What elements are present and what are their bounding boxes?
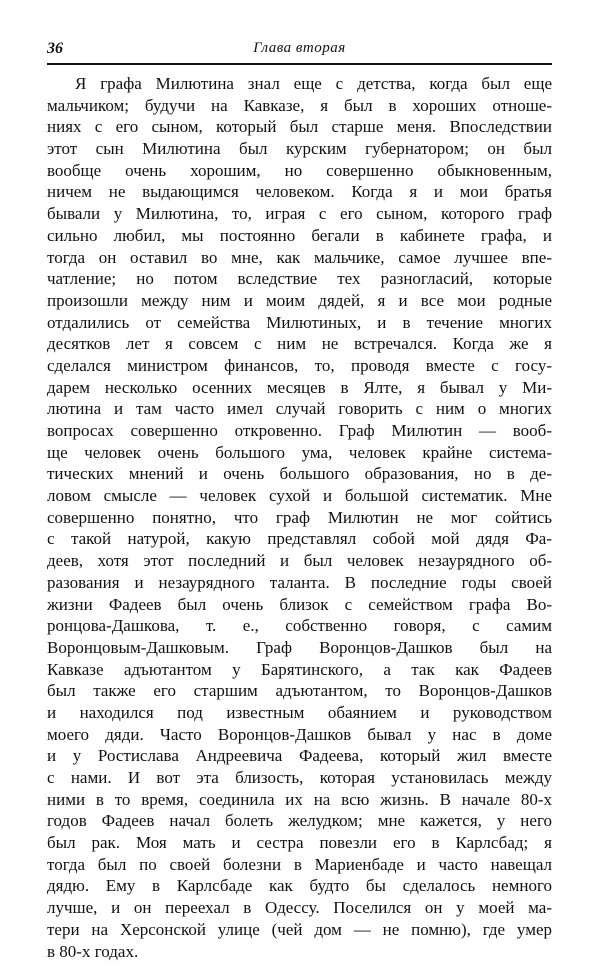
- text-line: вопросах совершенно откровенно. Граф Милютин — вооб-: [47, 421, 552, 440]
- text-line: сильно любил, мы постоянно бегали в кабинете графа, и: [47, 225, 552, 245]
- page-header: [47, 40, 552, 62]
- text-line: разования и незаурядного таланта. В последние годы своей: [47, 572, 552, 592]
- text-line: чатление; но потом вследствие тех разногласий, которые: [47, 269, 552, 289]
- text-line: сделался министром финансов, то, проводя вместе с госу-: [47, 355, 552, 375]
- text-line: в 80-х годах.: [47, 941, 139, 961]
- text-line: моего дяди. Часто Воронцов-Дашков бывал у нас в доме: [47, 724, 552, 744]
- text-line: Воронцовым-Дашковым. Граф Воронцов-Дашков был на: [47, 637, 552, 657]
- text-line: ловом смысле — человек сухой и большой систематик. Мне: [47, 486, 552, 506]
- text-line: ниях с его сыном, который был старше меня. Впоследствии: [47, 117, 552, 137]
- text-line: совершенно понятно, что граф Милютин не мог сойтись: [47, 507, 552, 527]
- text-line: ронцова-Дашкова, т. е., собственно говоря, с самим: [47, 616, 552, 636]
- text-line: с такой натурой, какую представлял собой мой дядя Фа-: [47, 529, 552, 549]
- running-title: Глава вторая: [253, 40, 346, 56]
- text-line: тогда он оставил во мне, как мальчике, самое лучшее впе-: [47, 247, 552, 267]
- text-line: деев, хотя этот последний и был человек незаурядного об-: [47, 551, 552, 571]
- text-line: ничем не выдающимся человеком. Когда я и мои братья: [47, 182, 552, 202]
- text-line: с нами. И вот эта близость, которая установилась между: [47, 768, 552, 787]
- text-line: и находился под известным обаянием и руководством: [47, 702, 552, 722]
- text-line: мальчиком; будучи на Кавказе, я был в хороших отноше-: [47, 95, 552, 115]
- text-line: вообще очень хорошим, но совершенно обыкновенным,: [47, 160, 552, 180]
- text-line: лучше, и он переехал в Одессу. Поселился он у моей ма-: [47, 898, 552, 918]
- text-line: лютина и там часто имел случай говорить с ним о многих: [47, 399, 552, 419]
- text-line: тогда был по своей болезни в Мариенбаде и часто навещал: [47, 854, 552, 874]
- text-line: дарем несколько осенних месяцев в Ялте, я бывал у Ми-: [47, 377, 552, 397]
- text-line: тических мнений и очень большого образования, но в де-: [47, 464, 552, 484]
- header-rule: [47, 63, 552, 65]
- text-line: и у Ростислава Андреевича Фадеева, который жил вместе: [47, 746, 552, 766]
- text-line: отдалились от семейства Милютиных, и в течение многих: [47, 312, 552, 332]
- text-line: Кавказе адъютантом у Барятинского, а так как Фадеев: [47, 659, 552, 679]
- text-line: ними в то время, соединила их на всю жизнь. В начале 80-х: [47, 789, 552, 809]
- text-line: Я графа Милютина знал еще с детства, когда был еще: [75, 74, 552, 93]
- text-line: ще человек очень большого ума, человек крайне система-: [47, 442, 552, 462]
- text-line: произошли между ним и моим дядей, я и все мои родные: [47, 290, 552, 310]
- body-text: [47, 73, 552, 962]
- text-line: дядю. Ему в Карлсбаде как будто бы сделалось немного: [47, 876, 552, 896]
- text-line: тери на Херсонской улице (чей дом — не помню), где умер: [47, 919, 552, 939]
- text-line: десятков лет я совсем с ним не встречался. Когда же я: [47, 334, 552, 354]
- text-line: жизни Фадеев был очень близок с семейством графа Во-: [47, 594, 552, 614]
- text-line: был также его старшим адъютантом, то Воронцов-Дашков: [47, 681, 552, 701]
- text-line: бывали у Милютина, то, играя с его сыном, которого граф: [47, 204, 552, 224]
- text-line: был рак. Моя мать и сестра повезли его в Карлсбад; я: [47, 833, 552, 853]
- text-line: годов Фадеев начал болеть желудком; мне кажется, у него: [47, 811, 552, 831]
- page-number: 36: [47, 40, 63, 57]
- text-line: этот сын Милютина был курским губернатором; он был: [47, 139, 552, 159]
